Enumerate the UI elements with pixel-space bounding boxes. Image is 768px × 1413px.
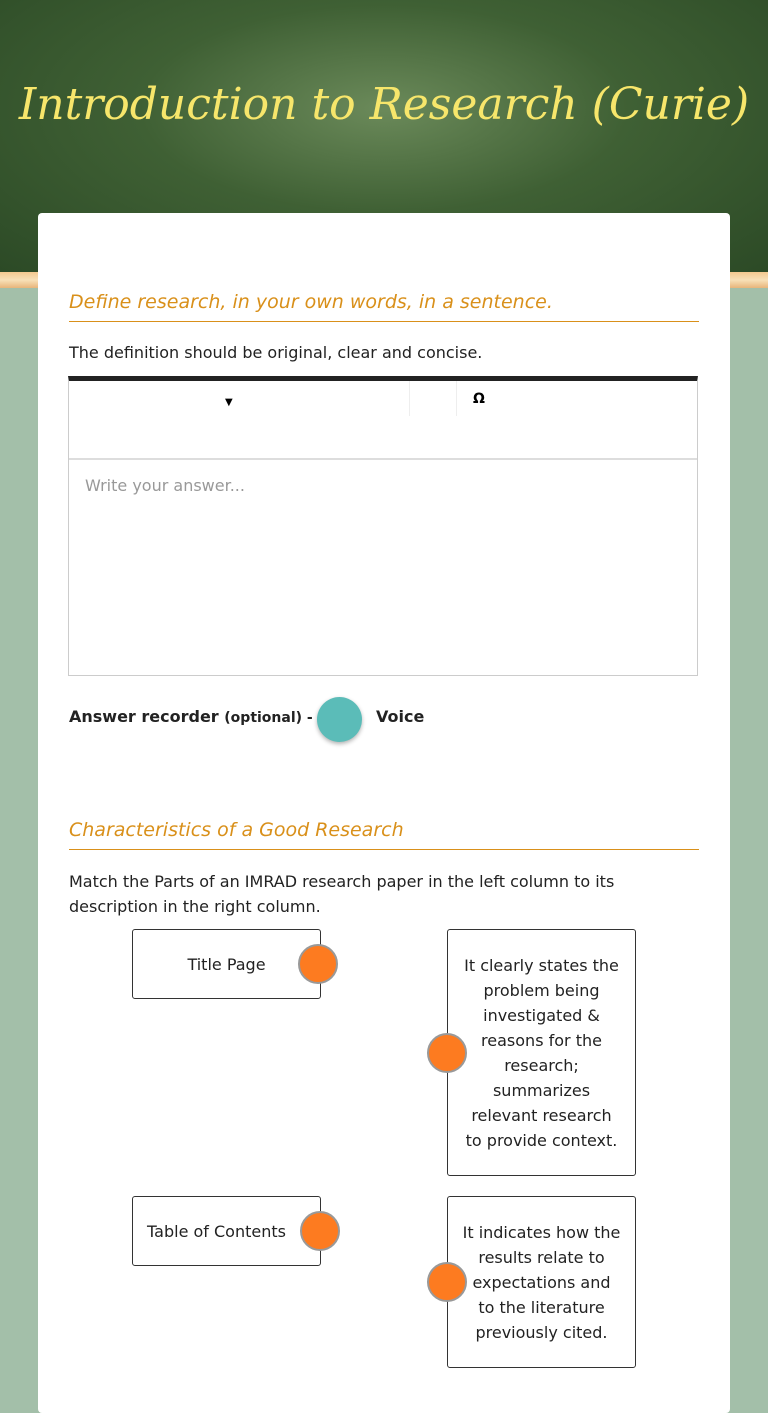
answer-editor[interactable] <box>68 376 698 676</box>
toolbar-divider <box>456 381 457 416</box>
match-connector-dot[interactable] <box>300 1211 340 1251</box>
special-character-button[interactable]: Ω <box>473 391 485 407</box>
question-description: Match the Parts of an IMRAD research paper in the left column to its description in the right column. <box>69 872 615 916</box>
match-right-item[interactable]: It indicates how the results relate to expectations and to the literature previously cited. <box>447 1196 636 1368</box>
voice-record-button[interactable] <box>317 697 362 742</box>
answer-placeholder[interactable]: Write your answer... <box>85 476 245 495</box>
question-title: Define research, in your own words, in a sentence. <box>69 291 699 322</box>
recorder-label-text: Answer recorder <box>69 707 219 726</box>
question-title: Characteristics of a Good Research <box>69 819 699 850</box>
match-right-item[interactable]: It clearly states the problem being investigated & reasons for the research; summarizes relevant research to provide context. <box>447 929 636 1176</box>
answer-recorder-label <box>69 707 313 726</box>
match-left-item[interactable]: Title Page <box>132 929 321 999</box>
match-connector-dot[interactable] <box>427 1262 467 1302</box>
match-connector-dot[interactable] <box>427 1033 467 1073</box>
format-dropdown-caret-icon[interactable]: ▼ <box>225 397 233 408</box>
editor-toolbar <box>69 381 697 460</box>
question-description: The definition should be original, clear and concise. <box>69 343 483 362</box>
voice-label: Voice <box>376 707 425 726</box>
recorder-optional-text: (optional) - <box>224 710 313 726</box>
page-title: Introduction to Research (Curie) <box>18 79 750 130</box>
match-connector-dot[interactable] <box>298 944 338 984</box>
worksheet-card <box>38 213 730 1413</box>
match-left-item[interactable]: Table of Contents <box>132 1196 321 1266</box>
toolbar-divider <box>409 381 410 416</box>
